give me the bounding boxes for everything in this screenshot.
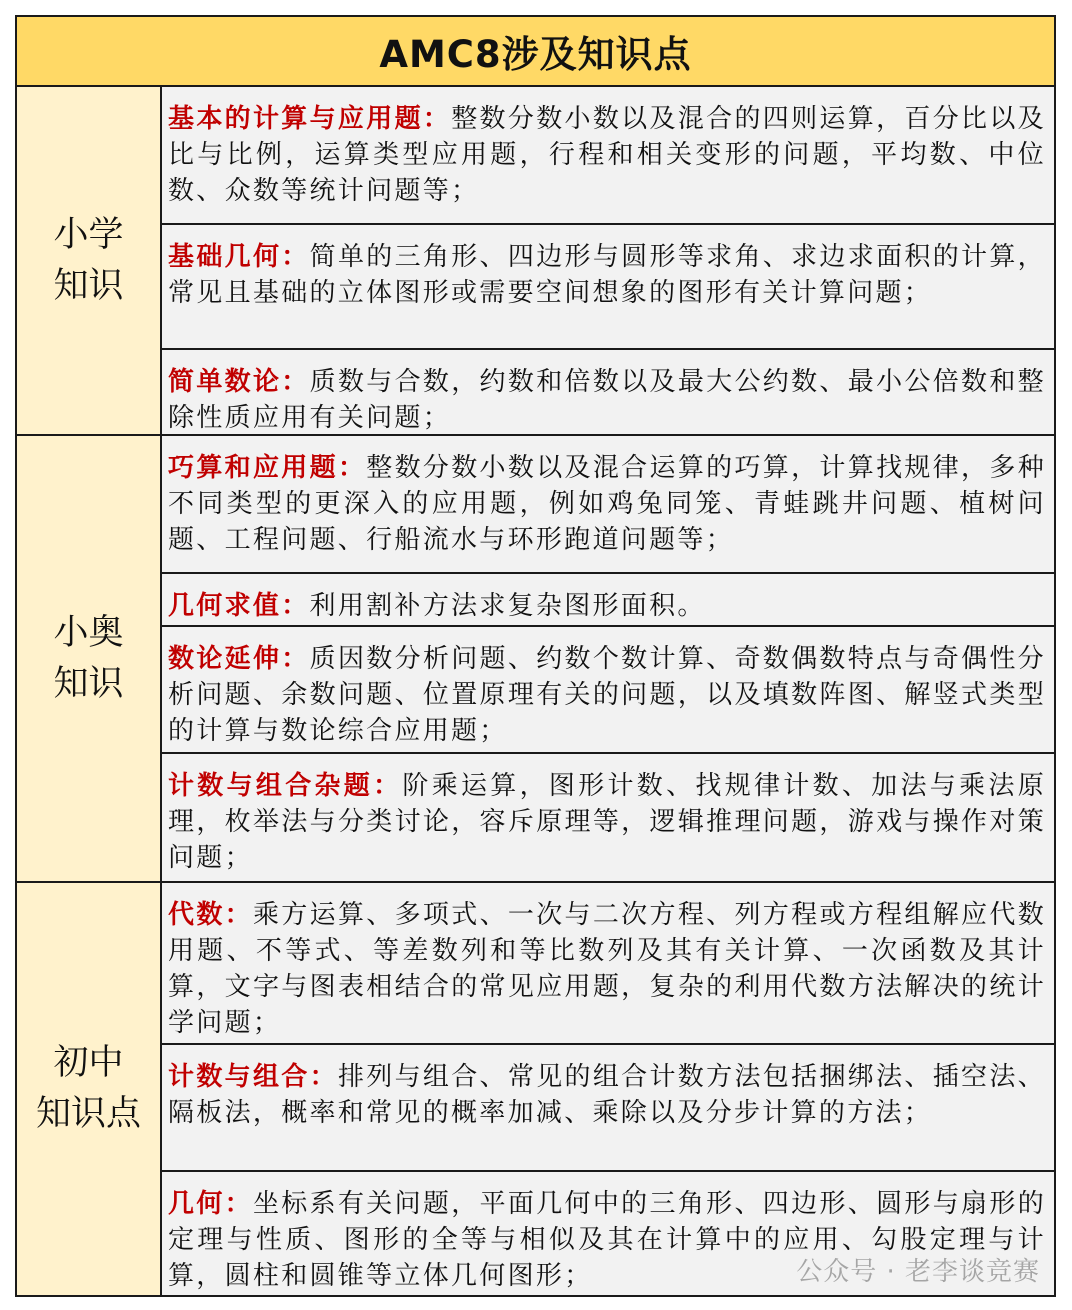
group-primary	[17, 87, 1054, 436]
group-label-line: 小学	[53, 214, 124, 255]
knowledge-table	[15, 15, 1056, 1297]
topic-cell	[162, 754, 1054, 881]
topic-cell	[162, 1172, 1054, 1295]
topic-heading: 计数与组合：	[168, 1062, 338, 1092]
group-label	[17, 883, 162, 1295]
topic-heading: 代数：	[168, 900, 253, 930]
topic-cell	[162, 883, 1054, 1045]
topic-cell	[162, 1045, 1054, 1172]
topic-body: 整数分数小数以及混合运算的巧算，计算找规律，多种不同类型的更深入的应用题，例如鸡兔同笼、青蛙跳井问题、植树问题、工程问题、行船流水与环形跑道问题等；	[168, 453, 1046, 555]
group-items	[162, 883, 1054, 1295]
table-title: AMC8涉及知识点	[17, 17, 1054, 87]
topic-body: 阶乘运算，图形计数、找规律计数、加法与乘法原理，枚举法与分类讨论，容斥原理等，逻辑推理问题，游戏与操作对策问题；	[168, 771, 1046, 873]
topic-cell	[162, 574, 1054, 627]
topic-cell	[162, 436, 1054, 574]
topic-heading: 基本的计算与应用题：	[168, 104, 452, 134]
topic-body: 排列与组合、常见的组合计数方法包括捆绑法、插空法、隔板法，概率和常见的概率加减、乘除以及分步计算的方法；	[168, 1062, 1046, 1128]
topic-body: 利用割补方法求复杂图形面积。	[309, 591, 706, 621]
topic-cell	[162, 627, 1054, 754]
topic-heading: 几何求值：	[168, 591, 310, 621]
topic-body: 整数分数小数以及混合的四则运算，百分比以及比与比例，运算类型应用题，行程和相关变形的问题，平均数、中位数、众数等统计问题等；	[168, 104, 1046, 206]
topic-heading: 简单数论：	[168, 367, 310, 397]
topic-body: 质数与合数，约数和倍数以及最大公约数、最小公倍数和整除性质应用有关问题；	[168, 367, 1046, 433]
group-label	[17, 436, 162, 881]
wechat-watermark: 公众号 · 老李谈竞赛	[796, 1257, 1040, 1287]
group-items	[162, 87, 1054, 434]
topic-body: 质因数分析问题、约数个数计算、奇数偶数特点与奇偶性分析问题、余数问题、位置原理有关的问题，以及填数阵图、解竖式类型的计算与数论综合应用题；	[168, 644, 1046, 746]
group-label-line: 知识	[53, 265, 124, 306]
topic-cell	[162, 350, 1054, 434]
group-label-line: 知识	[53, 663, 124, 704]
group-label-line: 小奥	[53, 612, 124, 653]
topic-cell	[162, 225, 1054, 350]
topic-heading: 数论延伸：	[168, 644, 310, 674]
topic-heading: 巧算和应用题：	[168, 453, 367, 483]
topic-heading: 基础几何：	[168, 242, 310, 272]
topic-body: 坐标系有关问题，平面几何中的三角形、四边形、圆形与扇形的定理与性质、图形的全等与相似及其在计算中的应用、勾股定理与计算，圆柱和圆锥等立体几何图形；	[168, 1189, 1047, 1291]
topic-body: 简单的三角形、四边形与圆形等求角、求边求面积的计算，常见且基础的立体图形或需要空间想象的图形有关计算问题；	[168, 242, 1046, 308]
topic-body: 乘方运算、多项式、一次与二次方程、列方程或方程组解应代数用题、不等式、等差数列和等比数列及其有关计算、一次函数及其计算，文字与图表相结合的常见应用题，复杂的利用代数方法解决的统计学问题；	[168, 900, 1047, 1038]
group-items	[162, 436, 1054, 881]
topic-heading: 几何：	[168, 1189, 253, 1219]
group-label-line: 初中	[53, 1043, 124, 1084]
group-label	[17, 87, 162, 434]
topic-heading: 计数与组合杂题：	[168, 771, 403, 801]
group-label-line: 知识点	[35, 1094, 141, 1134]
group-middle-school	[17, 883, 1054, 1295]
group-olympiad	[17, 436, 1054, 883]
topic-cell	[162, 87, 1054, 225]
